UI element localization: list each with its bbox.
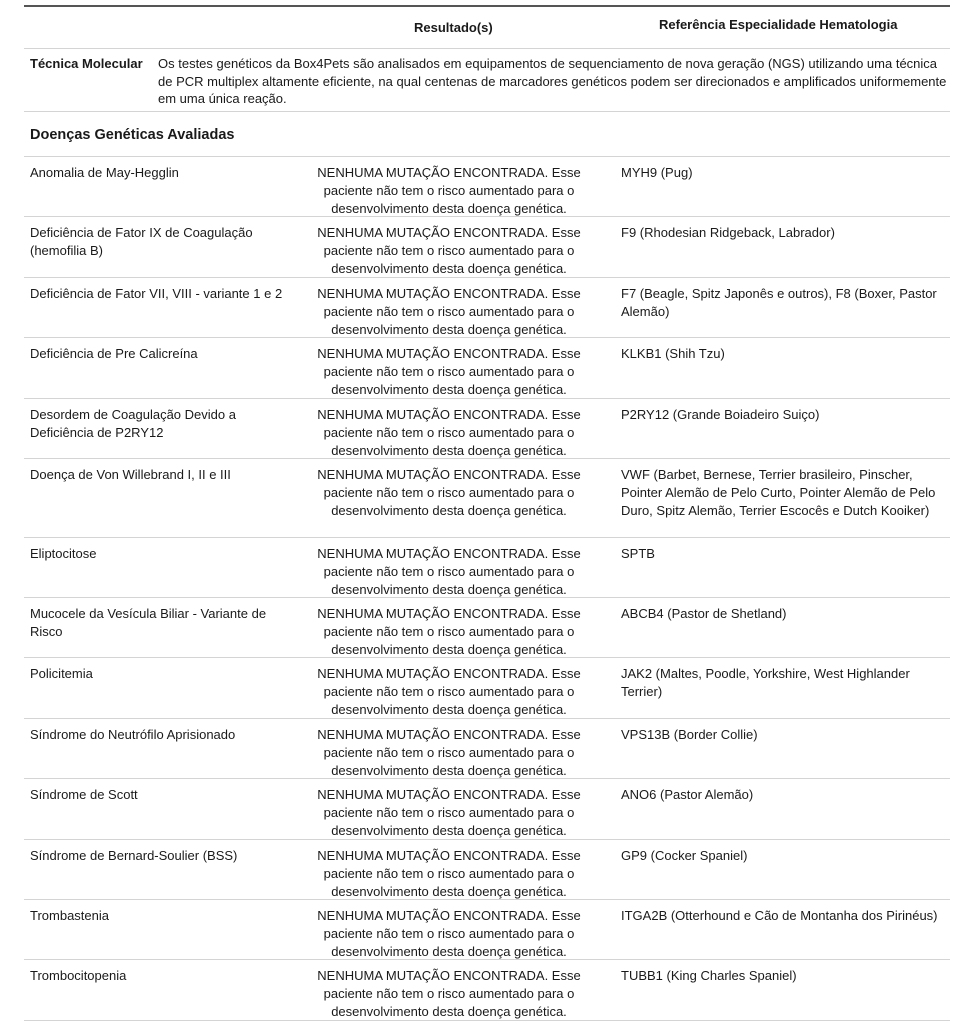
table-row <box>24 538 950 598</box>
table-row <box>24 960 950 1021</box>
table-row <box>24 719 950 779</box>
table-row <box>24 840 950 900</box>
result-text: NENHUMA MUTAÇÃO ENCONTRADA. Esse paciente não tem o risco aumentado para o desenvolvimento desta doença genética. <box>317 908 581 959</box>
table-row <box>24 598 950 658</box>
disease-name: Síndrome de Bernard-Soulier (BSS) <box>30 848 238 863</box>
reference-gene: F9 (Rhodesian Ridgeback, Labrador) <box>621 225 835 240</box>
disease-name: Trombastenia <box>30 908 109 923</box>
table-row <box>24 278 950 338</box>
result-text: NENHUMA MUTAÇÃO ENCONTRADA. Esse paciente não tem o risco aumentado para o desenvolvimento desta doença genética. <box>317 727 581 778</box>
reference-gene: ABCB4 (Pastor de Shetland) <box>621 606 787 621</box>
result-text: NENHUMA MUTAÇÃO ENCONTRADA. Esse paciente não tem o risco aumentado para o desenvolvimento desta doença genética. <box>317 286 581 337</box>
result-text: NENHUMA MUTAÇÃO ENCONTRADA. Esse paciente não tem o risco aumentado para o desenvolvimento desta doença genética. <box>317 346 581 397</box>
table-row <box>24 779 950 840</box>
table-row <box>24 157 950 217</box>
result-text: NENHUMA MUTAÇÃO ENCONTRADA. Esse paciente não tem o risco aumentado para o desenvolvimento desta doença genética. <box>317 787 581 838</box>
result-text: NENHUMA MUTAÇÃO ENCONTRADA. Esse paciente não tem o risco aumentado para o desenvolvimento desta doença genética. <box>317 467 581 518</box>
result-text: NENHUMA MUTAÇÃO ENCONTRADA. Esse paciente não tem o risco aumentado para o desenvolvimento desta doença genética. <box>317 225 581 276</box>
reference-gene: ANO6 (Pastor Alemão) <box>621 787 754 802</box>
reference-gene: TUBB1 (King Charles Spaniel) <box>621 968 797 983</box>
disease-name: Síndrome de Scott <box>30 787 138 802</box>
table-row <box>24 399 950 459</box>
table-row <box>24 658 950 719</box>
disease-name: Anomalia de May-Hegglin <box>30 165 179 180</box>
header-divider <box>24 48 950 49</box>
result-text: NENHUMA MUTAÇÃO ENCONTRADA. Esse paciente não tem o risco aumentado para o desenvolvimento desta doença genética. <box>317 848 581 899</box>
table-row <box>24 217 950 278</box>
result-text: NENHUMA MUTAÇÃO ENCONTRADA. Esse paciente não tem o risco aumentado para o desenvolvimento desta doença genética. <box>317 968 581 1019</box>
disease-name: Mucocele da Vesícula Biliar - Variante de Risco <box>30 606 267 639</box>
technique-label: Técnica Molecular <box>30 56 143 71</box>
result-text: NENHUMA MUTAÇÃO ENCONTRADA. Esse paciente não tem o risco aumentado para o desenvolvimento desta doença genética. <box>317 666 581 717</box>
disease-name: Policitemia <box>30 666 93 681</box>
disease-name: Deficiência de Pre Calicreína <box>30 346 198 361</box>
disease-name: Deficiência de Fator VII, VIII - variante 1 e 2 <box>30 286 283 301</box>
reference-gene: F7 (Beagle, Spitz Japonês e outros), F8 (Boxer, Pastor Alemão) <box>621 286 937 319</box>
disease-name: Trombocitopenia <box>30 968 127 983</box>
column-headers <box>24 15 950 45</box>
technique-text: Os testes genéticos da Box4Pets são analisados em equipamentos de sequenciamento de nova geração (NGS) utilizando uma técnica de PCR multiplex altamente eficiente, na qual centenas de marcadores genéticos podem ser direcionados e amplificados uniformemente em uma única reação. <box>158 56 947 106</box>
reference-gene: VPS13B (Border Collie) <box>621 727 758 742</box>
disease-name: Eliptocitose <box>30 546 97 561</box>
table-row <box>24 900 950 960</box>
table-row <box>24 338 950 399</box>
top-divider <box>24 5 950 7</box>
disease-name: Síndrome do Neutrófilo Aprisionado <box>30 727 236 742</box>
reference-gene: KLKB1 (Shih Tzu) <box>621 346 725 361</box>
disease-name: Desordem de Coagulação Devido a Deficiência de P2RY12 <box>30 407 236 440</box>
section-title: Doenças Genéticas Avaliadas <box>30 127 235 143</box>
reference-gene: ITGA2B (Otterhound e Cão de Montanha dos Pirinéus) <box>621 908 938 923</box>
disease-name: Doença de Von Willebrand I, II e III <box>30 467 231 482</box>
technique-divider <box>24 111 950 112</box>
table-row <box>24 459 950 538</box>
result-text: NENHUMA MUTAÇÃO ENCONTRADA. Esse paciente não tem o risco aumentado para o desenvolvimento desta doença genética. <box>317 546 581 597</box>
result-text: NENHUMA MUTAÇÃO ENCONTRADA. Esse paciente não tem o risco aumentado para o desenvolvimento desta doença genética. <box>317 606 581 657</box>
disease-name: Deficiência de Fator IX de Coagulação (hemofilia B) <box>30 225 253 258</box>
reference-gene: MYH9 (Pug) <box>621 165 693 180</box>
reference-gene: VWF (Barbet, Bernese, Terrier brasileiro, Pinscher, Pointer Alemão de Pelo Curto, Pointer Alemão de Pelo Duro, Spitz Alemão, Terrier Escocês e Dutch Kooiker) <box>621 467 936 518</box>
reference-gene: P2RY12 (Grande Boiadeiro Suiço) <box>621 407 820 422</box>
result-text: NENHUMA MUTAÇÃO ENCONTRADA. Esse paciente não tem o risco aumentado para o desenvolvimento desta doença genética. <box>317 165 581 216</box>
header-result: Resultado(s) <box>414 20 493 35</box>
reference-gene: JAK2 (Maltes, Poodle, Yorkshire, West Highlander Terrier) <box>621 666 910 699</box>
row-divider <box>24 1020 950 1021</box>
result-text: NENHUMA MUTAÇÃO ENCONTRADA. Esse paciente não tem o risco aumentado para o desenvolvimento desta doença genética. <box>317 407 581 458</box>
reference-gene: SPTB <box>621 546 655 561</box>
header-reference: Referência Especialidade Hematologia <box>659 17 898 32</box>
reference-gene: GP9 (Cocker Spaniel) <box>621 848 748 863</box>
